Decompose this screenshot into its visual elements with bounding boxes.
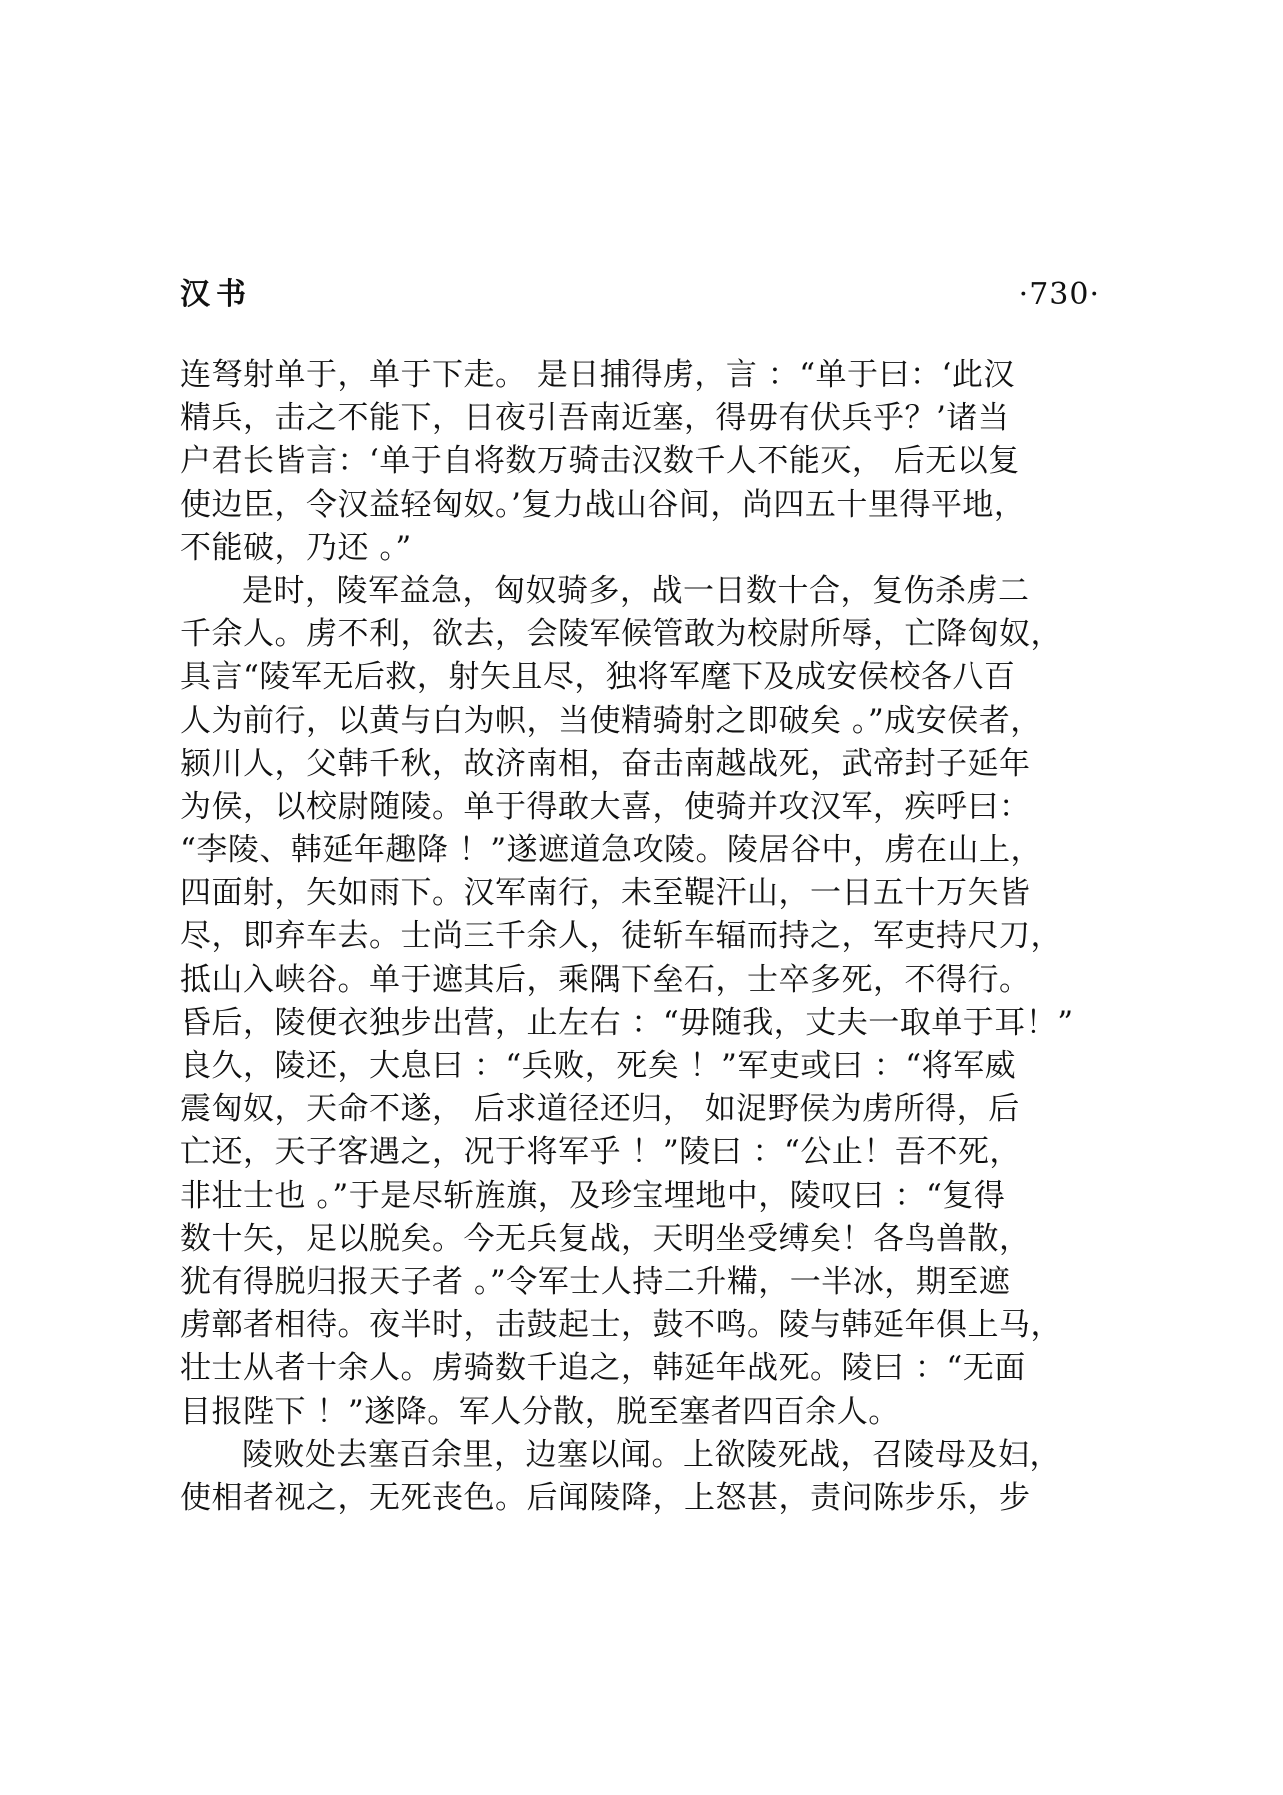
text-line: 非壮士也 。”于是尽斩旌旗，及珍宝埋地中，陵叹曰 ：“复得 bbox=[180, 1177, 1006, 1214]
body-text bbox=[180, 354, 1100, 1520]
text-line: 犹有得脱归报天子者 。”令军士人持二升糒，一半冰，期至遮 bbox=[180, 1263, 1011, 1300]
text-line: 精兵，击之不能下，日夜引吾南近塞，得毋有伏兵乎？’诸当 bbox=[180, 400, 1010, 437]
text-line: 户君长皆言：‘单于自将数万骑击汉数千人不能灭， 后无以复 bbox=[180, 443, 1020, 480]
text-line: 具言“陵军无后救，射矢且尽，独将军麾下及成安侯校各八百 bbox=[180, 659, 1016, 696]
text-line: 尽，即弃车去。士尚三千余人，徒斩车辐而持之，军吏持尺刀， bbox=[180, 918, 1062, 955]
text-line: “李陵、韩延年趣降 ！”遂遮道急攻陵。陵居谷中，虏在山上， bbox=[180, 832, 1043, 869]
text-line: 人为前行，以黄与白为帜，当使精骑射之即破矣 。”成安侯者， bbox=[180, 702, 1042, 739]
text-line: 亡还，天子客遇之，况于将军乎 ！”陵曰 ：“公止！吾不死， bbox=[180, 1134, 1021, 1171]
text-line: 使边臣，令汉益轻匈奴。’复力战山谷间，尚四五十里得平地， bbox=[180, 486, 1026, 523]
text-line: 壮士从者十余人。虏骑数千追之，韩延年战死。陵曰 ：“无面 bbox=[180, 1350, 1026, 1387]
text-line: 目报陛下 ！”遂降。军人分散，脱至塞者四百余人。 bbox=[180, 1393, 900, 1430]
text-line: 连弩射单于，单于下走。 是日捕得虏，言 ：“单于曰：‘此汉 bbox=[180, 357, 1015, 393]
page-header bbox=[180, 270, 1100, 320]
text-line: 使相者视之，无死丧色。后闻陵降，上怒甚，责问陈步乐，步 bbox=[180, 1479, 1031, 1516]
text-line: 抵山入峡谷。单于遮其后，乘隅下垒石，士卒多死，不得行。 bbox=[180, 961, 1031, 998]
text-line: 良久，陵还，大息曰 ：“兵败，死矣 ！”军吏或曰 ：“将军威 bbox=[180, 1048, 1017, 1084]
text-line: 为侯，以校尉随陵。单于得敢大喜，使骑并攻汉军，疾呼曰： bbox=[180, 788, 1031, 825]
book-title: 汉书 bbox=[180, 277, 252, 312]
text-line: 陵败处去塞百余里，边塞以闻。上欲陵死战，召陵母及妇， bbox=[242, 1436, 1061, 1473]
page-number: ·730· bbox=[1018, 277, 1100, 312]
text-line: 是时，陵军益急，匈奴骑多，战一日数十合，复伤杀虏二 bbox=[242, 572, 1030, 609]
text-line: 千余人。虏不利，欲去，会陵军候管敢为校尉所辱，亡降匈奴， bbox=[180, 616, 1062, 653]
text-line: 颍川人，父韩千秋，故济南相，奋击南越战死，武帝封子延年 bbox=[180, 745, 1031, 782]
text-line: 四面射，矢如雨下。汉军南行，未至鞮汗山，一日五十万矢皆 bbox=[180, 875, 1031, 912]
text-line: 虏鄣者相待。夜半时，击鼓起士，鼓不鸣。陵与韩延年俱上马， bbox=[180, 1307, 1062, 1344]
text-line: 震匈奴，天命不遂， 后求道径还归， 如浞野侯为虏所得，后 bbox=[180, 1091, 1020, 1128]
text-line: 不能破，乃还 。” bbox=[180, 529, 412, 566]
text-line: 数十矢，足以脱矣。今无兵复战，天明坐受缚矣！各鸟兽散， bbox=[180, 1220, 1031, 1257]
text-line: 昏后，陵便衣独步出营，止左右 ：“毋随我，丈夫一取单于耳！” bbox=[180, 1004, 1074, 1041]
